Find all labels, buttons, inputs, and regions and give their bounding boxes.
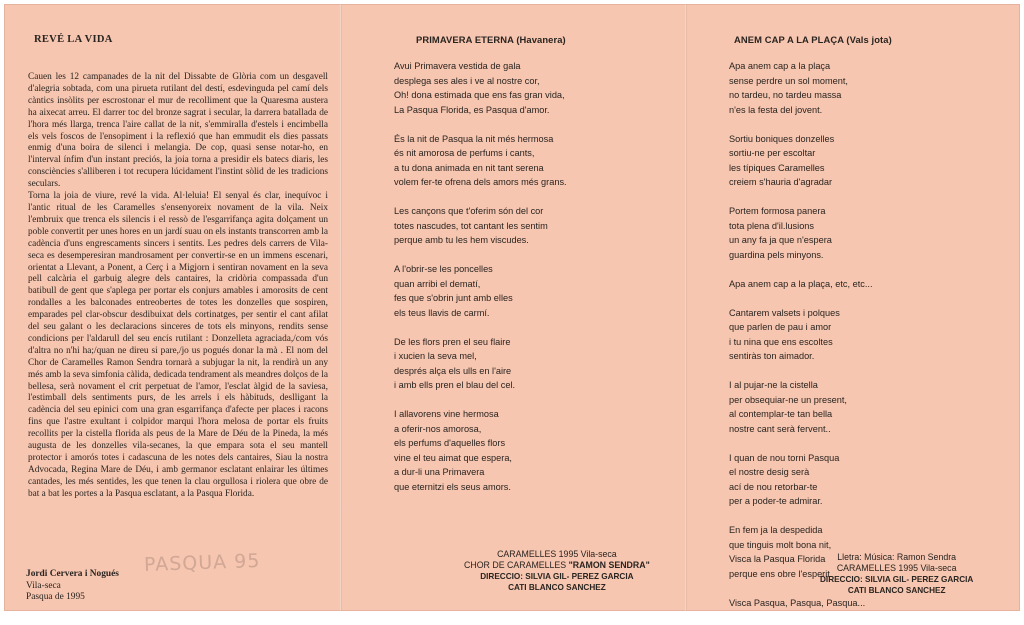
lyric-line: creiem s'hauria d'agradar [729,177,833,187]
lyric-line: Les cançons que t'oferim són del cor [394,206,544,216]
credits-line: CATI BLANCO SANCHEZ [508,583,606,592]
lyric-line: a dur-li una Primavera [394,467,485,477]
lyric-line: els perfums d'aquelles flors [394,438,506,448]
lyric-line: que parlen de pau i amor [729,322,832,332]
lyric-line: que tinguis molt bona nit, [729,539,832,550]
lyric-line: vine el teu aimat que espera, [394,452,512,463]
lyric-line: després alça els ulls en l'aire [394,365,512,376]
lyric-line: és nit amorosa de perfums i cants, [394,148,535,158]
lyric-line: sentiràs ton aimador. [729,351,815,361]
lyric-line: sortiu-ne per escoltar [729,148,816,158]
lyric-line: I quan de nou torni Pasqua [729,452,840,463]
credits-line: Lletra: Música: Ramon Sendra [837,552,957,562]
song-lyrics [394,59,567,509]
lyric-line: a tu dona animada en nit tant serena [394,162,544,173]
prose-paragraph-1: Cauen les 12 campanades de la nit del Dissabte de Glòria com un desgavell d'alegria sobtada, com una pirueta rutilant del destí, esdevinguda pel camí dels càntics insòlits per escrostonar el mur de recolliment que la Quaresma austera ha aixecat arreu. El darrer toc del bronze sagrat i secular, la darrera batallada de l'hora més llarga, trenca l'aire callat de la nit, s'emmiralla d'estels i encimbella els vels foscos de l'ensopiment i la reflexió que han emmudit els dies passats enmig d'una boira de silenci i melangia. De cop, quasi sense notar-ho, en l'interval ínfim d'un instant preciós, la joia torna a presidir els batecs diaris, les consciències s'alliberen i tot recupera lúcidament l'instint sòlid de les tradicions seculars. [28,72,328,190]
credits-line: DIRECCIO: SILVIA GIL- PEREZ GARCIA [480,572,634,581]
stanza [394,59,567,117]
stanza [729,306,873,364]
lyric-line: Cantarem valsets i polques [729,307,840,318]
lyric-line: i tu nina que ens escoltes [729,336,833,347]
panel-primavera-eterna [394,4,674,611]
lyric-line: els teus llavis de carmí. [394,307,490,318]
signature-block [26,569,119,604]
lyric-line: Portem formosa panera [729,206,826,216]
lyric-line: I allavorens vine hermosa [394,409,499,419]
choir-name: "RAMON SENDRA" [568,560,650,570]
panel-anem-cap-a-la-placa [712,4,1012,611]
lyric-line: En fem ja la despedida [729,525,823,535]
stanza [394,407,567,494]
lyric-line: Oh! dona estimada que ens fas gran vida, [394,90,565,100]
stanza [729,204,873,262]
stanza [394,335,567,393]
stanza [729,132,873,190]
fold-line-left [340,4,342,611]
signature-date: Pasqua de 1995 [26,592,85,603]
stanza [394,132,567,190]
lyric-line: desplega ses ales i ve al nostre cor, [394,75,540,86]
song-title: PRIMAVERA ETERNA (Havanera) [416,34,566,45]
choir-label: CHOR DE CARAMELLES [464,560,569,570]
lyric-line: totes nascudes, tot cantant les sentim [394,220,548,231]
lyric-line: a oferir-nos amorosa, [394,423,482,434]
stanza [729,596,873,611]
lyric-line: Apa anem cap a la plaça [729,61,831,71]
lyric-line: Visca Pasqua, Pasqua, Pasqua... [729,597,866,608]
lyric-line: A l'obrir-se les poncelles [394,264,493,274]
lyric-line: no tardeu, no tardeu massa [729,90,842,100]
printed-leaflet [4,4,1020,611]
lyric-line: guardina pels minyons. [729,249,824,260]
panel-title: REVÉ LA VIDA [34,34,113,45]
faded-stamp-text: PASQUA 95 [143,549,261,577]
lyric-line: n'es la festa del jovent. [729,104,823,115]
lyric-line: sense perdre un sol moment, [729,75,848,86]
signature-place: Vila-seca [26,580,61,591]
credits-block [464,549,650,593]
stanza [394,262,567,320]
lyric-line: perque amb tu les hem viscudes. [394,235,529,245]
lyric-line: De les flors pren el seu flaire [394,336,511,347]
lyric-line: tota plena d'il.lusions [729,220,815,231]
lyric-line: Sortiu boniques donzelles [729,133,835,144]
lyric-line: ací de nou retorbar-te [729,481,818,492]
prose-paragraph-2: Torna la joia de viure, revé la vida. Al·leluia! El senyal és clar, inequívoc i l'antic ritual de les Caramelles s'ensenyoreix novament de la vila. Neix l'embruix que trenca els silencis i el ressò de l'esgarrifança agita dolçament un poble convertit per unes hores en un jardí suau on els instants transcorren amb la cadència d'uns engrescaments sincers i sentits. Les pedres dels carrers de Vila-seca es desemperesiran mandrosament per convertir-se en un immens escenari, orientat a Llevant, a Ponent, a Cerç i a Migjorn i sentiran novament en la seva pell calcària el garbuig alegre dels cantaires, la cridòria compassada d'un batibull de gent que s'aplega per portar els conjurs amables i amorosits de cent rondalles a les balconades entreobertes de totes les donzelles que sospiren, emparades pel clar-obscur desdibuixat dels cortinatges, per sentir el cant afilat del seu galant o les declaracions sinceres de tots els minyons, rendits sense condicions per l'aldarull del seu encís rutilant : Donzelleta agraciada,/com vós d'altra no n'hi ha;/quan ne direu si pare,/jo us pogués donar la mà . El nom del Chor de Caramelles Ramon Sendra tornarà a subjugar la nit, la rendirà un any més amb la seva simfonia càlida, dedicada tendrament als meandres dolços de la bellesa, serà novament el crit perpetuat de l'amor, l'esclat àlgid de la saviesa, l'estimball dels sentiments purs, de les arrels i els hàbituds, deslligant la cadència del seu epinici com una gran esgarrifança d'afecte per places i racons fins que l'astre exultant i colpidor marqui l'hora melosa de portar els fruits recollits per la cistella florida als peus de la Mare de Déu de la Pineda, la més augusta de les donzelles vila-secanes, la que empara sota el seu mantell protector i amorós totes i cadascuna de les notes dels cantaires, Siau la nostra Advocada, Regina Mare de Déu, i amb germanor esclatant enlairar les últimes cantades, les més sentides, les que tenen la clau orgullosa i riolera que obre de bat a bat les portes a la Pasqua esclatant, a la Pasqua Florida. [28,191,328,499]
credits-block [820,552,973,596]
lyric-line: al contemplar-te tan bella [729,409,833,419]
stanza [729,451,873,509]
lyric-line: un any fa ja que n'espera [729,235,832,245]
lyric-line: les típiques Caramelles [729,162,825,173]
lyric-line: La Pasqua Florida, es Pasqua d'amor. [394,104,550,115]
lyric-line: fes que s'obrin junt amb elles [394,293,513,303]
lyric-line: i xucien la seva mel, [394,351,477,361]
lyric-line: per a poder-te admirar. [729,496,823,506]
lyric-line: I al pujar-ne la cistella [729,380,818,390]
lyric-line: per obsequiar-ne un present, [729,394,847,405]
prose-text [28,72,328,501]
panel-reve-la-vida [26,4,328,611]
song-lyrics [729,59,873,625]
lyric-line: Apa anem cap a la plaça, etc, etc... [729,278,873,289]
lyric-line: Avui Primavera vestida de gala [394,61,521,71]
stanza [729,59,873,117]
credits-line: CARAMELLES 1995 Vila-seca [497,549,617,559]
lyric-line: nostre cant serà fervent.. [729,423,831,434]
credits-line: DIRECCIO: SILVIA GIL- PEREZ GARCIA [820,575,974,584]
lyric-line: perque ens obre l'esperit. [729,568,833,579]
lyric-line: que eternitzi els seus amors. [394,481,511,492]
lyric-line: el nostre desig serà [729,467,810,477]
lyric-line: Visca la Pasqua Florida [729,554,826,564]
credits-line [464,560,650,571]
credits-line: CATI BLANCO SANCHEZ [847,586,946,595]
author-name: Jordi Cervera i Nogués [26,569,119,579]
lyric-line: volem fer-te ofrena dels amors més grans. [394,177,567,187]
credits-line: CARAMELLES 1995 Vila-seca [836,563,957,573]
fold-line-right [685,4,687,611]
lyric-line: i amb ells pren el blau del cel. [394,380,516,390]
song-title: ANEM CAP A LA PLAÇA (Vals jota) [734,34,892,45]
lyric-line: És la nit de Pasqua la nit més hermosa [394,133,554,144]
lyric-line: quan arribi el dematí, [394,278,481,289]
stanza [729,378,873,436]
stanza [729,277,873,292]
stanza [394,204,567,248]
